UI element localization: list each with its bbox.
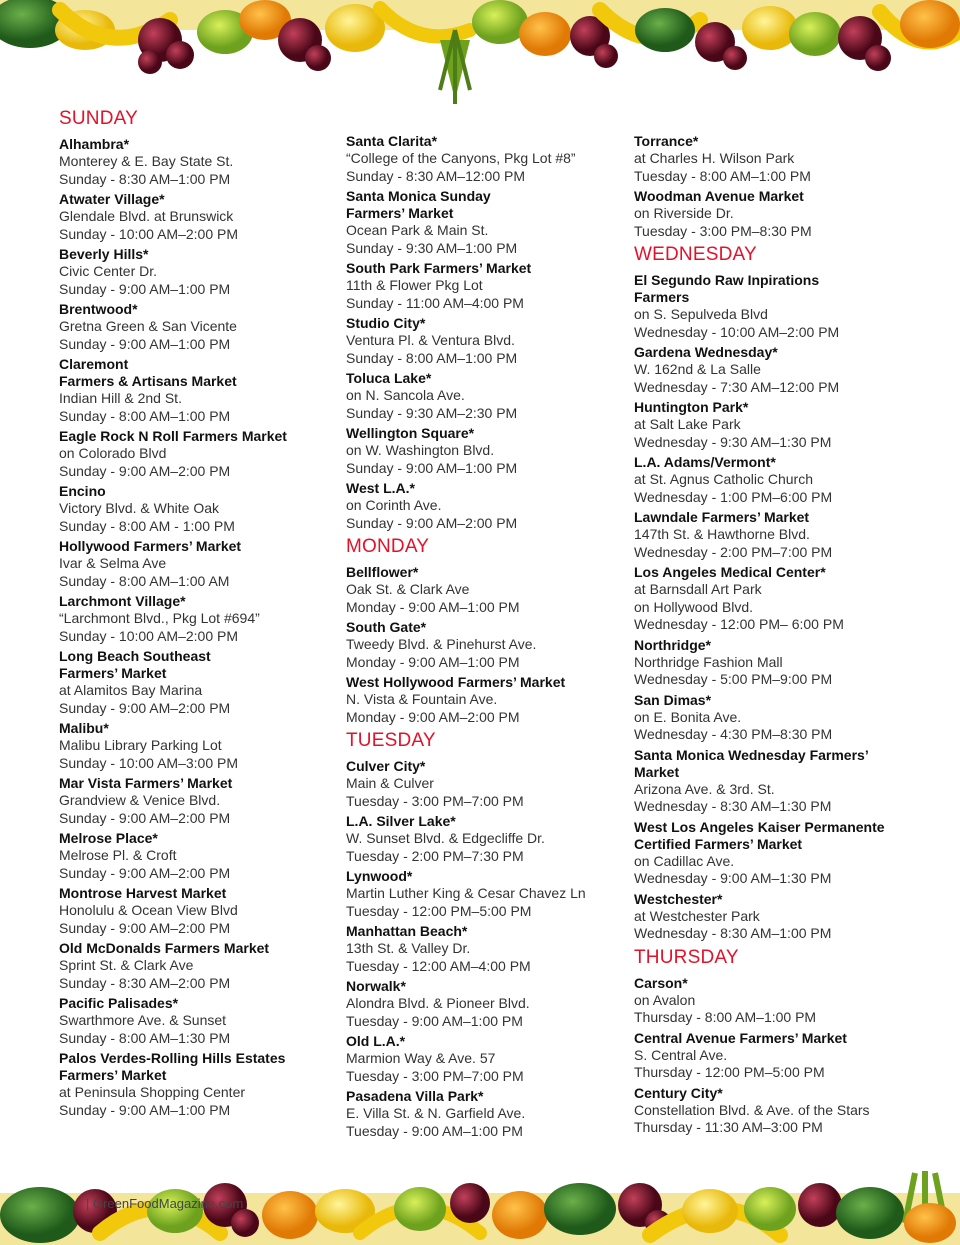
market-schedule: Sunday - 9:00 AM–2:00 PM [59,699,231,716]
market-location: “College of the Canyons, Pkg Lot #8” [346,150,576,166]
market-location: on Colorado Blvd [59,445,167,461]
market-schedule: Sunday - 9:00 AM–2:00 PM [59,809,231,826]
market-entry [59,593,349,645]
day-heading: MONDAY [346,536,430,557]
market-name: Torrance* [634,133,699,149]
market-name: Pasadena Villa Park* [346,1088,484,1104]
market-name: Bellflower* [346,564,419,580]
column-3 [634,133,924,1140]
market-location: at Peninsula Shopping Center [59,1084,246,1100]
market-location: on Corinth Ave. [346,497,442,513]
market-name: Palos Verdes-Rolling Hills Estates Farmers’ Market [59,1050,286,1083]
footer-website: | GreenFoodMagazine.com [86,1196,244,1211]
day-heading: SUNDAY [59,108,138,129]
market-entry [59,136,349,188]
market-name: Northridge* [634,636,711,653]
market-schedule: Sunday - 10:00 AM–2:00 PM [59,627,238,644]
market-entry [59,301,349,353]
market-location: E. Villa St. & N. Garfield Ave. [346,1105,526,1121]
market-entry [634,133,924,185]
market-location: Arizona Ave. & 3rd. St. [634,780,775,797]
market-name: Eagle Rock N Roll Farmers Market [59,428,287,444]
market-location: Oak St. & Clark Ave [346,581,470,597]
market-location: Honolulu & Ocean View Blvd [59,902,238,918]
market-entry [59,940,349,992]
market-location: Constellation Blvd. & Ave. of the Stars [634,1101,870,1118]
market-name: Atwater Village* [59,191,165,207]
market-entry [634,272,924,341]
market-schedule: Tuesday - 9:00 AM–1:00 PM [346,1122,523,1139]
market-schedule: Sunday - 8:00 AM - 1:00 PM [59,517,235,534]
market-location: on S. Sepulveda Blvd [634,306,768,322]
market-entry [634,1030,924,1082]
market-schedule: Wednesday - 9:00 AM–1:30 PM [634,870,832,886]
market-entry [59,1050,349,1119]
market-schedule: Monday - 9:00 AM–2:00 PM [346,708,520,725]
market-location: on W. Washington Blvd. [346,442,495,458]
market-name: Old McDonalds Farmers Market [59,940,270,956]
market-entry [634,819,924,888]
market-location: at Barnsdall Art Park [634,581,762,597]
market-location: W. 162nd & La Salle [634,361,761,377]
market-entry [634,509,924,561]
market-schedule: Sunday - 8:30 AM–12:00 PM [346,167,525,184]
market-location: Martin Luther King & Cesar Chavez Ln [346,885,586,901]
market-name: South Gate* [346,619,427,635]
market-entry [346,758,636,810]
market-name: Lawndale Farmers’ Market [634,509,810,525]
market-name: Melrose Place* [59,830,158,846]
market-name: Santa Monica Sunday Farmers’ Market [346,188,491,221]
market-entry [59,830,349,882]
market-entry [59,775,349,827]
market-location: Glendale Blvd. at Brunswick [59,208,234,224]
market-schedule: Sunday - 11:00 AM–4:00 PM [346,294,524,311]
market-location: at Alamitos Bay Marina [59,682,203,698]
market-entry [634,564,924,634]
market-entry [59,356,349,425]
market-schedule: Tuesday - 8:00 AM–1:00 PM [634,167,811,184]
market-schedule: Sunday - 9:30 AM–2:30 PM [346,404,518,421]
market-schedule: Tuesday - 12:00 AM–4:00 PM [346,957,531,974]
market-schedule: Tuesday - 9:00 AM–1:00 PM [346,1012,523,1029]
market-name: Westchester* [634,890,723,907]
market-schedule: Sunday - 9:30 AM–1:00 PM [346,239,518,256]
market-name: Central Avenue Farmers’ Market [634,1029,847,1046]
market-schedule: Wednesday - 5:00 PM–9:00 PM [634,671,833,687]
market-name: Huntington Park* [634,399,749,415]
day-heading: WEDNESDAY [634,244,757,265]
market-location: Northridge Fashion Mall [634,653,783,670]
market-entry [346,868,636,920]
market-location: Swarthmore Ave. & Sunset [59,1012,227,1028]
market-schedule: Wednesday - 10:00 AM–2:00 PM [634,323,840,340]
market-location: Alondra Blvd. & Pioneer Blvd. [346,995,530,1011]
market-name: Culver City* [346,758,426,774]
market-name: Century City* [634,1084,723,1101]
market-schedule: Thursday - 12:00 PM–5:00 PM [634,1064,825,1080]
market-name: Toluca Lake* [346,370,432,386]
market-location: Tweedy Blvd. & Pinehurst Ave. [346,636,537,652]
day-heading: THURSDAY [634,946,739,968]
market-entry [59,995,349,1047]
market-location: W. Sunset Blvd. & Edgecliffe Dr. [346,830,545,846]
market-entry [59,191,349,243]
market-entry [634,637,924,689]
day-heading: TUESDAY [346,730,436,751]
market-schedule: Thursday - 11:30 AM–3:00 PM [634,1119,823,1135]
market-name: Claremont Farmers & Artisans Market [59,356,237,389]
column-1 [59,104,349,1122]
market-schedule: Tuesday - 3:00 PM–7:00 PM [346,792,524,809]
market-schedule: Sunday - 8:00 AM–1:00 PM [346,349,518,366]
market-schedule: Sunday - 8:00 AM–1:30 PM [59,1029,231,1046]
market-name: Norwalk* [346,978,406,994]
market-entry [346,370,636,422]
market-name: Alhambra* [59,136,130,152]
market-schedule: Sunday - 9:00 AM–1:00 PM [59,335,231,352]
market-entry [59,538,349,590]
market-schedule: Tuesday - 12:00 PM–5:00 PM [346,902,532,919]
market-name: Carson* [634,974,688,991]
market-location: Malibu Library Parking Lot [59,737,222,753]
market-schedule: Wednesday - 7:30 AM–12:00 PM [634,378,840,395]
market-location: Indian Hill & 2nd St. [59,390,182,406]
market-entry [59,428,349,480]
market-name: South Park Farmers’ Market [346,260,532,276]
market-entry [634,344,924,396]
market-entry [634,454,924,506]
market-schedule: Sunday - 9:00 AM–2:00 PM [59,462,231,479]
market-name: Malibu* [59,720,109,736]
market-name: Long Beach Southeast Farmers’ Market [59,648,211,681]
market-schedule: Sunday - 8:00 AM–1:00 AM [59,572,230,589]
market-entry [59,885,349,937]
market-schedule: Wednesday - 4:30 PM–8:30 PM [634,726,833,742]
market-name: Santa Monica Wednesday Farmers’ Market [634,746,869,780]
market-location: at Charles H. Wilson Park [634,150,795,166]
market-schedule: Monday - 9:00 AM–1:00 PM [346,598,520,615]
market-location: at Westchester Park [634,907,760,924]
market-schedule: Wednesday - 12:00 PM– 6:00 PM [634,616,844,632]
market-schedule: Sunday - 8:00 AM–1:00 PM [59,407,231,424]
market-entry [634,692,924,744]
market-schedule: Sunday - 9:00 AM–1:00 PM [346,459,518,476]
market-name: West L.A.* [346,480,415,496]
market-location: on E. Bonita Ave. [634,708,742,725]
market-name: Larchmont Village* [59,593,186,609]
market-location: on Avalon [634,991,696,1008]
market-entry [346,674,636,726]
market-schedule: Sunday - 8:30 AM–2:00 PM [59,974,231,991]
market-name: L.A. Adams/Vermont* [634,454,776,470]
market-location: Sprint St. & Clark Ave [59,957,194,973]
market-schedule: Thursday - 8:00 AM–1:00 PM [634,1009,817,1025]
market-location: Grandview & Venice Blvd. [59,792,221,808]
market-schedule: Wednesday - 2:00 PM–7:00 PM [634,543,833,560]
market-name: Woodman Avenue Market [634,188,804,204]
market-entry [346,978,636,1030]
market-name: Los Angeles Medical Center* [634,564,826,580]
market-entry [346,1088,636,1140]
market-name: Beverly Hills* [59,246,149,262]
market-location: Marmion Way & Ave. 57 [346,1050,496,1066]
market-entry [634,188,924,240]
market-schedule: Wednesday - 9:30 AM–1:30 PM [634,433,832,450]
market-schedule: Tuesday - 2:00 PM–7:30 PM [346,847,524,864]
market-name: West Hollywood Farmers’ Market [346,674,566,690]
market-location: Melrose Pl. & Croft [59,847,177,863]
market-name: West Los Angeles Kaiser Permanente Certified Farmers’ Market [634,818,885,852]
market-location: 11th & Flower Pkg Lot [346,277,483,293]
market-entry [346,315,636,367]
market-schedule: Sunday - 9:00 AM–1:00 PM [59,280,231,297]
market-name: Brentwood* [59,301,138,317]
market-location: on N. Sancola Ave. [346,387,465,403]
market-entry [346,923,636,975]
market-name: Encino [59,483,106,499]
market-name: Pacific Palisades* [59,995,179,1011]
market-schedule: Sunday - 9:00 AM–2:00 PM [346,514,518,531]
market-schedule: Wednesday - 8:30 AM–1:00 PM [634,925,832,941]
market-location: on Hollywood Blvd. [634,598,754,615]
market-schedule: Tuesday - 3:00 PM–8:30 PM [634,222,812,239]
market-schedule: Wednesday - 8:30 AM–1:30 PM [634,798,832,814]
market-location: N. Vista & Fountain Ave. [346,691,498,707]
market-name: Lynwood* [346,868,413,884]
market-name: El Segundo Raw Inpirations Farmers [634,272,820,305]
market-entry [634,891,924,943]
fruit-border-top [0,0,960,108]
market-name: Wellington Square* [346,425,475,441]
market-schedule: Wednesday - 1:00 PM–6:00 PM [634,488,833,505]
market-entry [634,1085,924,1137]
market-entry [346,619,636,671]
fruit-illustration-top [0,0,960,108]
market-schedule: Sunday - 9:00 AM–2:00 PM [59,864,231,881]
market-name: Hollywood Farmers’ Market [59,538,242,554]
market-entry [346,564,636,616]
market-entry [346,133,636,185]
market-schedule: Sunday - 9:00 AM–1:00 PM [59,1101,231,1118]
market-name: Gardena Wednesday* [634,344,778,360]
market-location: Ocean Park & Main St. [346,222,489,238]
market-location: Gretna Green & San Vicente [59,318,237,334]
market-name: Mar Vista Farmers’ Market [59,775,233,791]
market-entry [346,480,636,532]
market-name: Studio City* [346,315,426,331]
market-location: Civic Center Dr. [59,263,158,279]
market-entry [346,188,636,257]
market-entry [346,425,636,477]
market-entry [59,483,349,535]
market-location: at St. Agnus Catholic Church [634,471,813,487]
market-entry [346,260,636,312]
market-entry [59,246,349,298]
market-entry [346,1033,636,1085]
market-location: Monterey & E. Bay State St. [59,153,234,169]
market-name: L.A. Silver Lake* [346,813,456,829]
column-2 [346,133,636,1143]
market-name: San Dimas* [634,691,712,708]
market-location: on Cadillac Ave. [634,852,735,869]
market-schedule: Sunday - 8:30 AM–1:00 PM [59,170,231,187]
market-name: Manhattan Beach* [346,923,468,939]
market-entry [346,813,636,865]
market-entry [634,399,924,451]
market-entry [634,747,924,816]
market-name: Old L.A.* [346,1033,406,1049]
market-schedule: Tuesday - 3:00 PM–7:00 PM [346,1067,524,1084]
market-schedule: Sunday - 9:00 AM–2:00 PM [59,919,231,936]
market-location: S. Central Ave. [634,1046,728,1063]
market-location: Ivar & Selma Ave [59,555,167,571]
market-entry [59,720,349,772]
market-location: on Riverside Dr. [634,205,734,221]
market-location: at Salt Lake Park [634,416,741,432]
market-location: “Larchmont Blvd., Pkg Lot #694” [59,610,260,626]
market-schedule: Monday - 9:00 AM–1:00 PM [346,653,520,670]
market-location: Victory Blvd. & White Oak [59,500,220,516]
market-location: Ventura Pl. & Ventura Blvd. [346,332,515,348]
market-location: 147th St. & Hawthorne Blvd. [634,526,810,542]
market-location: Main & Culver [346,775,434,791]
market-location: 13th St. & Valley Dr. [346,940,471,956]
market-schedule: Sunday - 10:00 AM–2:00 PM [59,225,238,242]
market-entry [59,648,349,717]
market-name: Montrose Harvest Market [59,885,227,901]
market-schedule: Sunday - 10:00 AM–3:00 PM [59,754,238,771]
market-entry [634,975,924,1027]
market-name: Santa Clarita* [346,133,438,149]
